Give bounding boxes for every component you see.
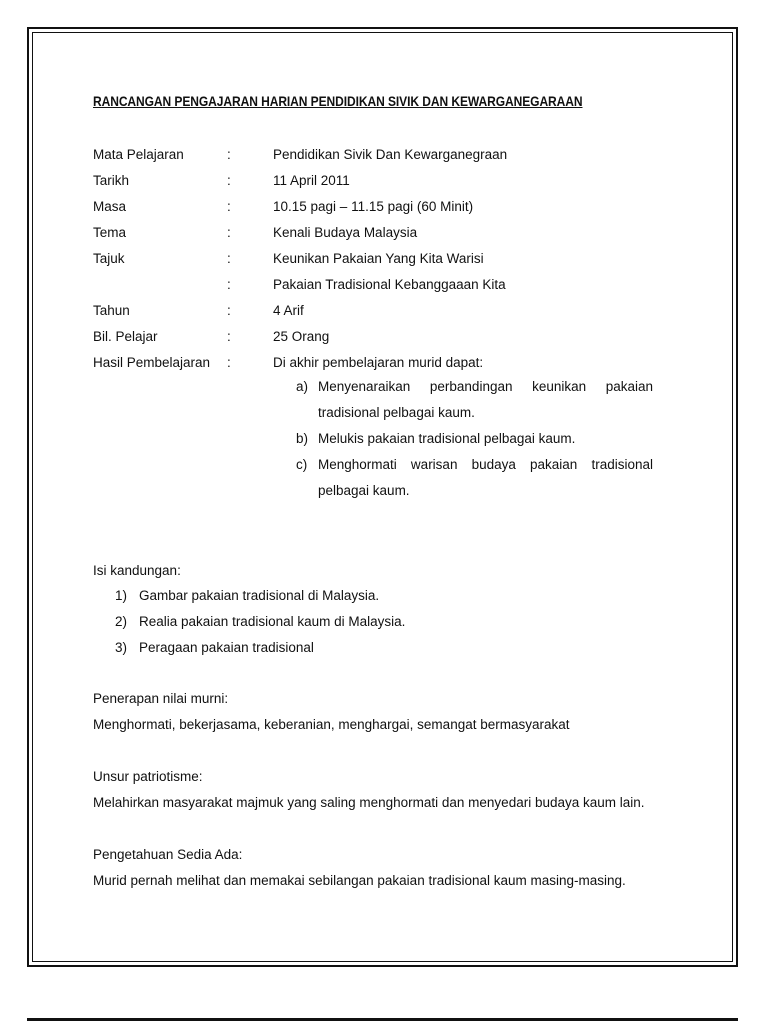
value-tahun: 4 Arif (273, 303, 304, 318)
label-bil-pelajar: Bil. Pelajar (93, 329, 158, 344)
colon: : (227, 303, 231, 318)
label-tahun: Tahun (93, 303, 130, 318)
list-item-number: 1) (115, 588, 128, 603)
document-title: RANCANGAN PENGAJARAN HARIAN PENDIDIKAN SIVIK DAN KEWARGANEGARAAN (93, 93, 583, 109)
hasil-marker: b) (296, 431, 309, 446)
list-item: Peragaan pakaian tradisional (139, 640, 314, 655)
patriotisme-heading: Unsur patriotisme: (93, 769, 203, 784)
value-bil-pelajar: 25 Orang (273, 329, 330, 344)
hasil-marker: c) (296, 457, 308, 472)
label-tajuk: Tajuk (93, 251, 125, 266)
hasil-item-c (296, 452, 653, 504)
sedia-ada-heading: Pengetahuan Sedia Ada: (93, 847, 243, 862)
colon: : (227, 147, 231, 162)
list-item: Realia pakaian tradisional kaum di Malaysia. (139, 614, 406, 629)
patriotisme-text: Melahirkan masyarakat majmuk yang saling menghormati dan menyedari budaya kaum lain. (93, 795, 645, 810)
hasil-item-a (296, 374, 653, 426)
colon: : (227, 199, 231, 214)
value-tajuk: Keunikan Pakaian Yang Kita Warisi (273, 251, 484, 266)
hasil-text: Menyenaraikan perbandingan keunikan pakaian tradisional pelbagai kaum. (318, 379, 653, 420)
nilai-text: Menghormati, bekerjasama, keberanian, menghargai, semangat bermasyarakat (93, 717, 570, 732)
label-masa: Masa (93, 199, 127, 214)
list-item-number: 3) (115, 640, 128, 655)
isi-kandungan-heading: Isi kandungan: (93, 563, 181, 578)
hasil-text: Menghormati warisan budaya pakaian tradisional pelbagai kaum. (318, 457, 653, 498)
colon: : (227, 173, 231, 188)
value-hasil-pembelajaran: Di akhir pembelajaran murid dapat: (273, 355, 484, 370)
value-tema: Kenali Budaya Malaysia (273, 225, 418, 240)
colon: : (227, 355, 231, 370)
label-tema: Tema (93, 225, 127, 240)
next-page-edge (27, 1018, 738, 1024)
label-hasil-pembelajaran: Hasil Pembelajaran (93, 355, 211, 370)
value-tajuk-2: Pakaian Tradisional Kebanggaaan Kita (273, 277, 506, 292)
hasil-text: Melukis pakaian tradisional pelbagai kaum. (318, 431, 576, 446)
nilai-heading: Penerapan nilai murni: (93, 691, 229, 706)
colon: : (227, 277, 231, 292)
colon: : (227, 251, 231, 266)
sedia-ada-text: Murid pernah melihat dan memakai sebilangan pakaian tradisional kaum masing-masing. (93, 873, 626, 888)
list-item-number: 2) (115, 614, 128, 629)
colon: : (227, 225, 231, 240)
list-item: Gambar pakaian tradisional di Malaysia. (139, 588, 380, 603)
value-masa: 10.15 pagi – 11.15 pagi (60 Minit) (273, 199, 474, 214)
hasil-marker: a) (296, 379, 309, 394)
colon: : (227, 329, 231, 344)
label-tarikh: Tarikh (93, 173, 130, 188)
value-mata-pelajaran: Pendidikan Sivik Dan Kewarganegraan (273, 147, 508, 162)
value-tarikh: 11 April 2011 (273, 173, 350, 188)
hasil-item-b (296, 426, 653, 452)
label-mata-pelajaran: Mata Pelajaran (93, 147, 184, 162)
